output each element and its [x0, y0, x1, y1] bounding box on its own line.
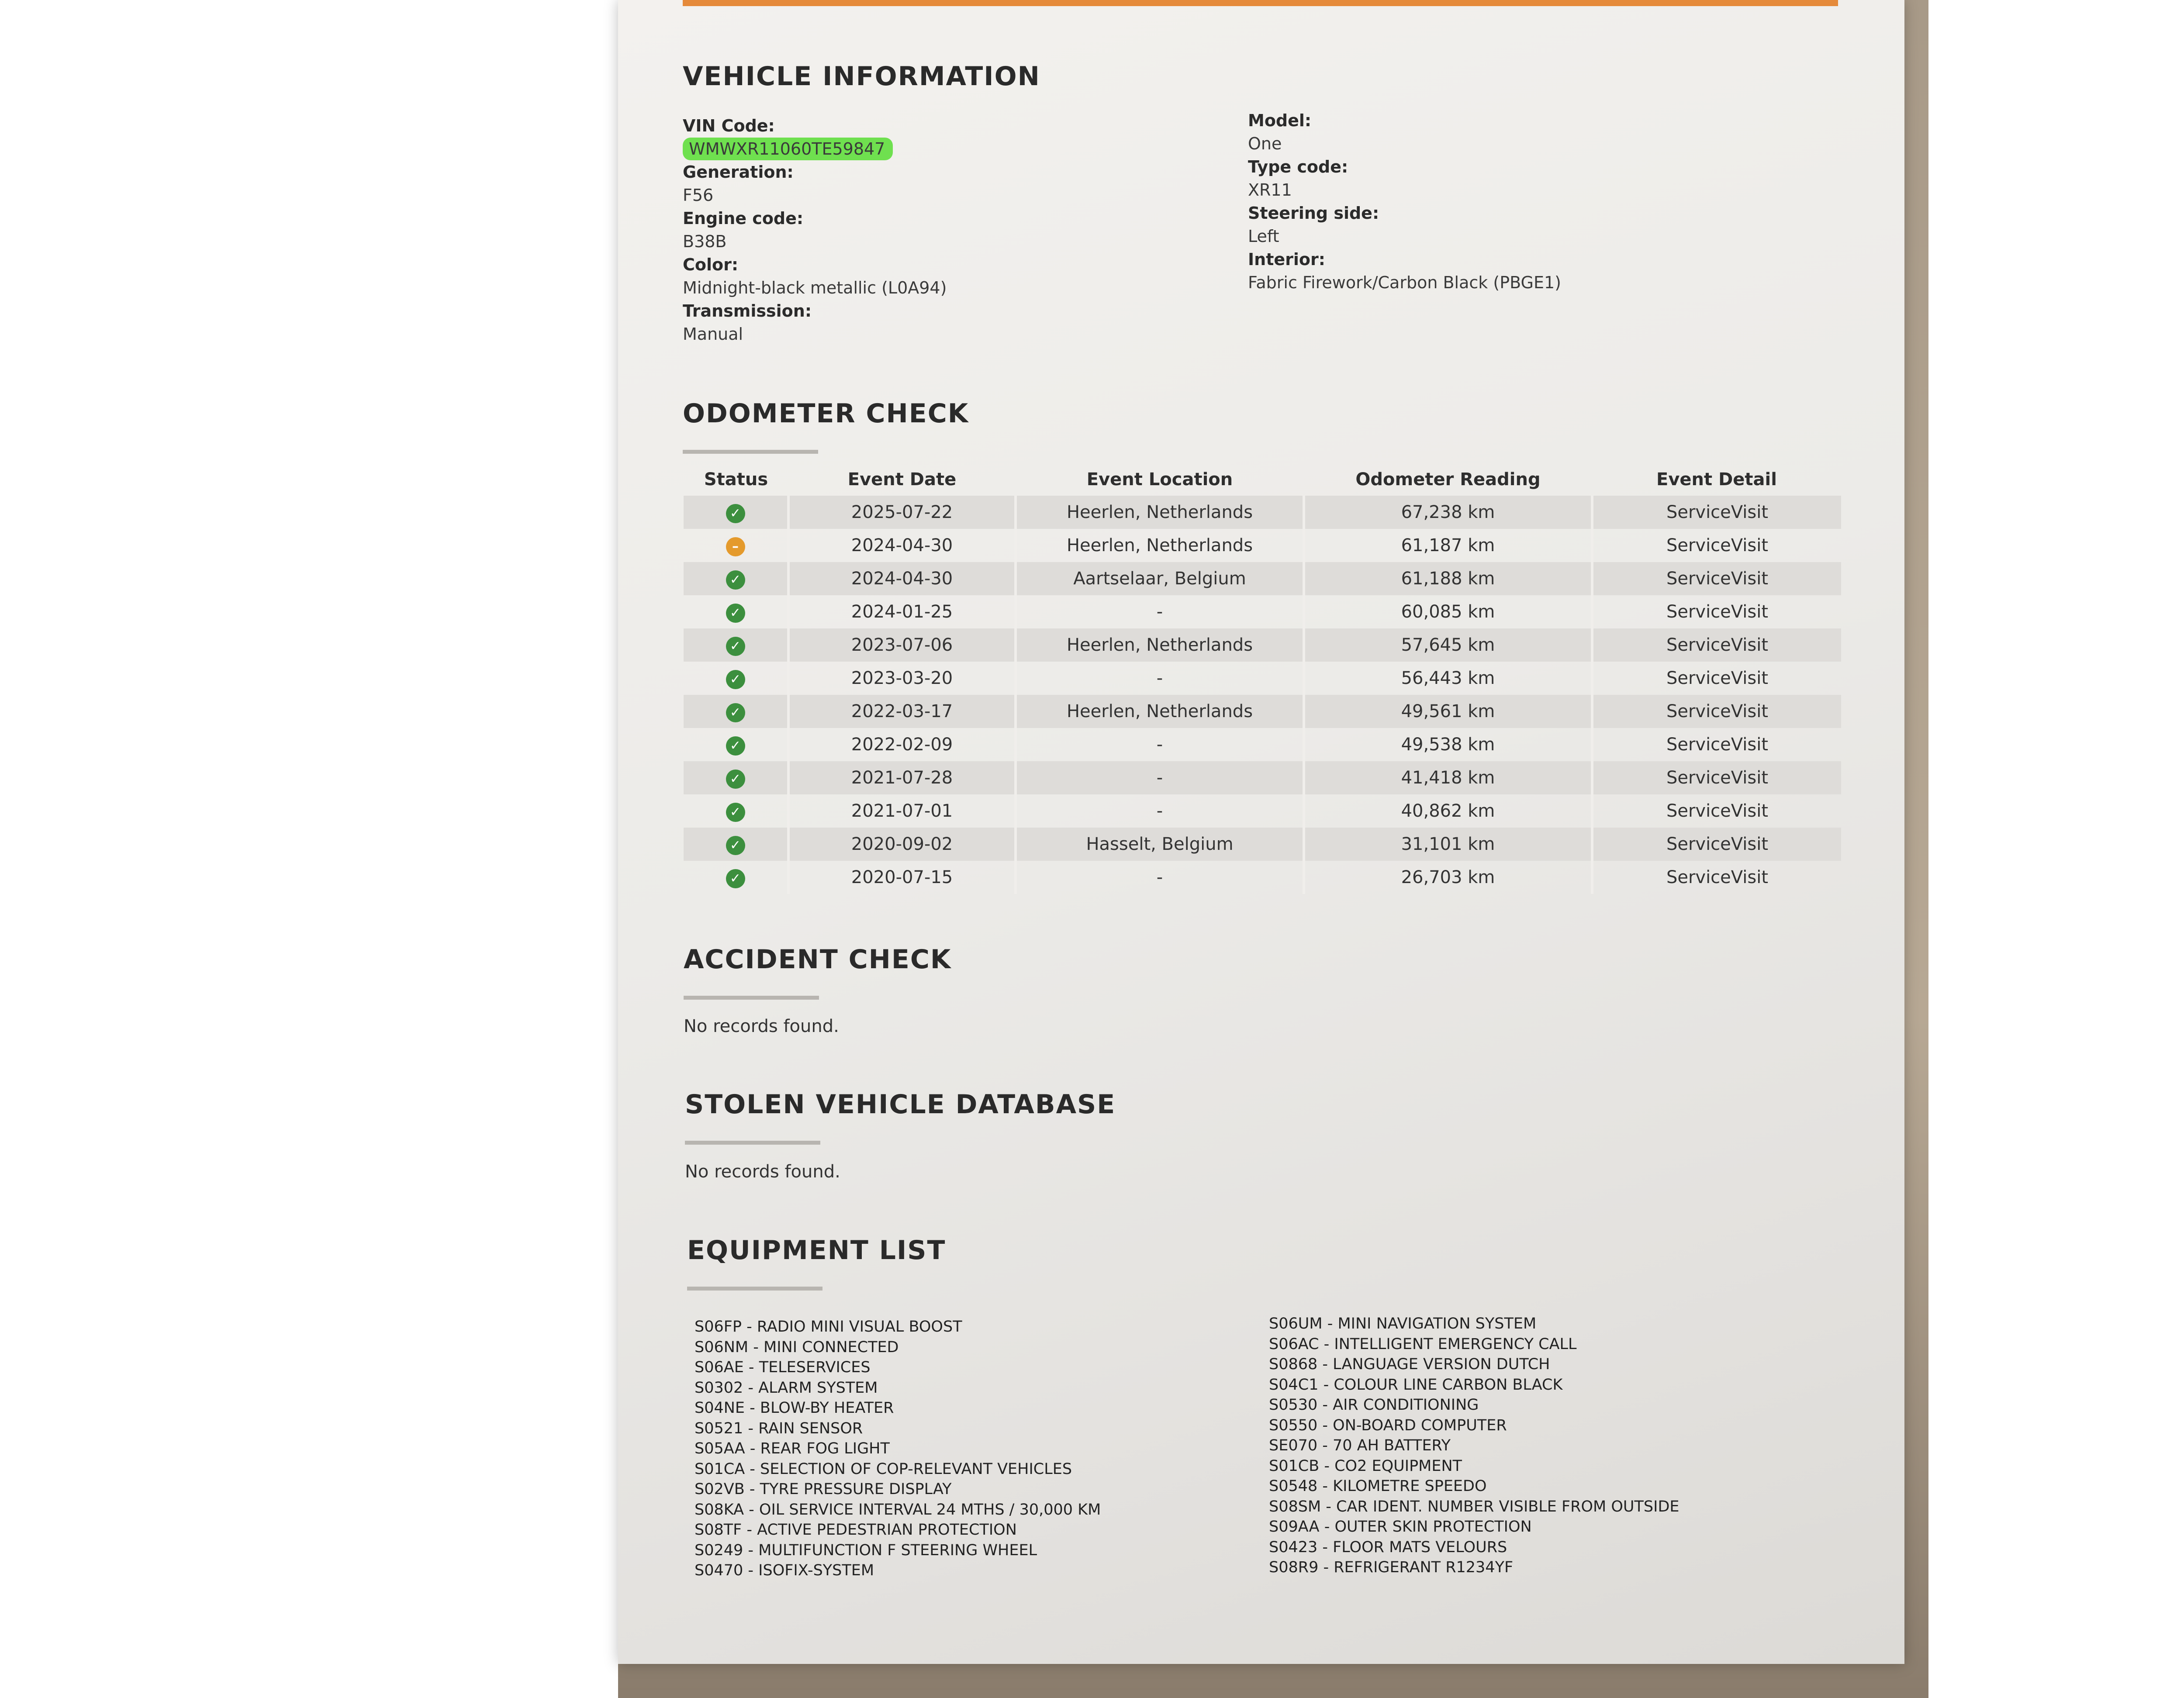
equipment-item: S0868 - LANGUAGE VERSION DUTCH — [1269, 1356, 1550, 1373]
generation-label: Generation: — [683, 162, 794, 182]
check-status-icon: ✓ — [726, 869, 745, 888]
col-status: Status — [704, 469, 768, 490]
equipment-item: S08KA - OIL SERVICE INTERVAL 24 MTHS / 30,000 KM — [695, 1501, 1101, 1519]
status-cell — [684, 562, 788, 595]
event-detail-cell: ServiceVisit — [1592, 761, 1841, 794]
status-cell — [684, 496, 788, 529]
equipment-item: S08TF - ACTIVE PEDESTRIAN PROTECTION — [695, 1521, 1017, 1539]
stolen-vehicle-text: No records found. — [685, 1162, 840, 1182]
stolen-title-underline — [685, 1141, 820, 1145]
event-location-cell: Heerlen, Netherlands — [1016, 496, 1304, 529]
equipment-item: S09AA - OUTER SKIN PROTECTION — [1269, 1518, 1532, 1536]
accident-title-underline — [684, 996, 819, 1000]
table-row — [684, 628, 1841, 662]
vehicle-info-left — [683, 114, 947, 346]
table-row — [684, 794, 1841, 828]
check-status-icon: ✓ — [726, 770, 745, 789]
event-date-cell: 2021-07-01 — [788, 794, 1016, 828]
equipment-item: S0521 - RAIN SENSOR — [695, 1419, 863, 1437]
table-row — [684, 861, 1841, 894]
event-date-cell: 2023-07-06 — [788, 628, 1016, 662]
equipment-title-underline — [687, 1287, 822, 1291]
event-date-cell: 2020-07-15 — [788, 861, 1016, 894]
equipment-item: S0423 - FLOOR MATS VELOURS — [1269, 1538, 1507, 1556]
equipment-item: S0302 - ALARM SYSTEM — [695, 1379, 878, 1397]
accident-check-title: ACCIDENT CHECK — [684, 944, 952, 975]
table-row — [684, 662, 1841, 695]
steering-side-label: Steering side: — [1248, 204, 1379, 223]
interior-label: Interior: — [1248, 250, 1325, 269]
engine-code-label: Engine code: — [683, 209, 804, 228]
check-status-icon: ✓ — [726, 604, 745, 623]
col-event-location: Event Location — [1086, 469, 1233, 490]
event-detail-cell: ServiceVisit — [1666, 867, 1769, 887]
engine-code-value: B38B — [683, 232, 727, 251]
equipment-item: S0548 - KILOMETRE SPEEDO — [1269, 1477, 1487, 1495]
status-cell — [684, 728, 788, 761]
equipment-item: S06AE - TELESERVICES — [695, 1359, 871, 1376]
accent-bar — [683, 0, 1838, 6]
model-label: Model: — [1248, 111, 1312, 130]
event-date-cell: 2022-02-09 — [788, 728, 1016, 761]
check-status-icon: ✓ — [726, 803, 745, 822]
status-cell — [684, 761, 788, 794]
event-location-cell: - — [1016, 662, 1304, 695]
odometer-reading-cell: 40,862 km — [1304, 794, 1592, 828]
equipment-item: S0249 - MULTIFUNCTION F STEERING WHEEL — [695, 1541, 1037, 1559]
odometer-reading-cell: 26,703 km — [1304, 861, 1592, 894]
col-odometer-reading: Odometer Reading — [1355, 469, 1541, 490]
status-cell — [684, 595, 788, 628]
interior-value: Fabric Firework/Carbon Black (PBGE1) — [1248, 273, 1561, 292]
status-cell — [684, 861, 788, 894]
event-date-cell: 2021-07-28 — [788, 761, 1016, 794]
event-date-cell: 2024-04-30 — [788, 529, 1016, 562]
event-detail-cell: ServiceVisit — [1666, 602, 1769, 622]
check-status-icon: ✓ — [726, 570, 745, 590]
status-cell — [684, 695, 788, 728]
odometer-reading-cell: 41,418 km — [1304, 761, 1592, 794]
vehicle-information-title: VEHICLE INFORMATION — [683, 61, 1040, 92]
col-event-detail: Event Detail — [1656, 469, 1777, 490]
equipment-list-title: EQUIPMENT LIST — [687, 1235, 946, 1266]
vin-label: VIN Code: — [683, 116, 775, 135]
event-detail-cell: ServiceVisit — [1666, 735, 1769, 755]
event-location-cell: Heerlen, Netherlands — [1016, 628, 1304, 662]
odometer-header-row — [684, 465, 1841, 496]
event-location-cell: Heerlen, Netherlands — [1016, 695, 1304, 728]
model-value: One — [1248, 134, 1282, 153]
equipment-list-right — [1269, 1314, 1679, 1578]
event-date-cell: 2024-04-30 — [788, 562, 1016, 595]
col-event-date: Event Date — [847, 469, 957, 490]
event-detail-cell: ServiceVisit — [1666, 535, 1769, 556]
stolen-vehicle-title: STOLEN VEHICLE DATABASE — [685, 1089, 1116, 1120]
event-date-cell: 2024-01-25 — [788, 595, 1016, 628]
warning-status-icon: – — [726, 537, 745, 556]
odometer-reading-cell: 67,238 km — [1304, 496, 1592, 529]
equipment-item: S0470 - ISOFIX-SYSTEM — [695, 1562, 874, 1579]
event-date-cell: 2023-03-20 — [788, 662, 1016, 695]
equipment-item: S04C1 - COLOUR LINE CARBON BLACK — [1269, 1376, 1563, 1394]
check-status-icon: ✓ — [726, 504, 745, 523]
event-location-cell: - — [1016, 861, 1304, 894]
odometer-reading-cell: 31,101 km — [1304, 828, 1592, 861]
table-row — [684, 761, 1841, 794]
event-detail-cell: ServiceVisit — [1666, 801, 1769, 821]
equipment-item: S06UM - MINI NAVIGATION SYSTEM — [1269, 1315, 1537, 1332]
event-location-cell: - — [1016, 794, 1304, 828]
event-detail-cell: ServiceVisit — [1592, 562, 1841, 595]
odometer-reading-cell: 57,645 km — [1304, 628, 1592, 662]
equipment-item: S02VB - TYRE PRESSURE DISPLAY — [695, 1481, 952, 1498]
table-row — [684, 828, 1841, 861]
equipment-item: S06NM - MINI CONNECTED — [695, 1338, 899, 1356]
status-cell — [684, 662, 788, 695]
status-cell — [684, 628, 788, 662]
odometer-table — [684, 465, 1841, 894]
odometer-reading-cell: 61,188 km — [1304, 562, 1592, 595]
table-row — [684, 695, 1841, 728]
status-cell — [684, 529, 788, 562]
equipment-item: S0530 - AIR CONDITIONING — [1269, 1396, 1479, 1414]
odometer-reading-cell: 60,085 km — [1304, 595, 1592, 628]
vehicle-info-right — [1248, 109, 1561, 294]
equipment-item: SE070 - 70 AH BATTERY — [1269, 1437, 1451, 1454]
generation-value: F56 — [683, 186, 714, 205]
equipment-item: S06FP - RADIO MINI VISUAL BOOST — [695, 1318, 962, 1336]
type-code-value: XR11 — [1248, 180, 1292, 200]
event-detail-cell: ServiceVisit — [1592, 695, 1841, 728]
event-location-cell: - — [1016, 761, 1304, 794]
event-date-cell: 2022-03-17 — [788, 695, 1016, 728]
equipment-item: S01CB - CO2 EQUIPMENT — [1269, 1457, 1462, 1475]
check-status-icon: ✓ — [726, 637, 745, 656]
event-detail-cell: ServiceVisit — [1666, 668, 1769, 688]
event-location-cell: - — [1016, 595, 1304, 628]
table-row — [684, 562, 1841, 595]
equipment-list-left — [695, 1317, 1101, 1581]
equipment-item: S06AC - INTELLIGENT EMERGENCY CALL — [1269, 1335, 1577, 1353]
equipment-item: S05AA - REAR FOG LIGHT — [695, 1440, 890, 1457]
vin-value: WMWXR11060TE59847 — [683, 138, 893, 160]
status-cell — [684, 828, 788, 861]
odometer-reading-cell: 56,443 km — [1304, 662, 1592, 695]
odometer-reading-cell: 61,187 km — [1304, 529, 1592, 562]
color-label: Color: — [683, 255, 739, 274]
event-date-cell: 2020-09-02 — [788, 828, 1016, 861]
event-detail-cell: ServiceVisit — [1592, 828, 1841, 861]
check-status-icon: ✓ — [726, 670, 745, 689]
odometer-table-body — [684, 496, 1841, 894]
color-value: Midnight-black metallic (L0A94) — [683, 278, 947, 297]
event-location-cell: Aartselaar, Belgium — [1016, 562, 1304, 595]
status-cell — [684, 794, 788, 828]
check-status-icon: ✓ — [726, 703, 745, 722]
steering-side-value: Left — [1248, 227, 1279, 246]
accident-check-text: No records found. — [684, 1016, 839, 1036]
event-detail-cell: ServiceVisit — [1592, 496, 1841, 529]
odometer-check-title: ODOMETER CHECK — [683, 398, 969, 429]
transmission-value: Manual — [683, 324, 743, 344]
table-row — [684, 496, 1841, 529]
equipment-item: S01CA - SELECTION OF COP-RELEVANT VEHICLES — [695, 1460, 1072, 1478]
check-status-icon: ✓ — [726, 836, 745, 855]
table-row — [684, 728, 1841, 761]
transmission-label: Transmission: — [683, 301, 812, 321]
check-status-icon: ✓ — [726, 736, 745, 756]
odometer-reading-cell: 49,561 km — [1304, 695, 1592, 728]
equipment-item: S08SM - CAR IDENT. NUMBER VISIBLE FROM OUTSIDE — [1269, 1498, 1679, 1515]
table-row — [684, 595, 1841, 628]
event-location-cell: - — [1016, 728, 1304, 761]
equipment-item: S08R9 - REFRIGERANT R1234YF — [1269, 1559, 1514, 1576]
equipment-item: S0550 - ON-BOARD COMPUTER — [1269, 1416, 1507, 1434]
event-location-cell: Hasselt, Belgium — [1016, 828, 1304, 861]
table-row — [684, 529, 1841, 562]
equipment-item: S04NE - BLOW-BY HEATER — [695, 1399, 894, 1417]
type-code-label: Type code: — [1248, 157, 1348, 176]
odometer-reading-cell: 49,538 km — [1304, 728, 1592, 761]
event-date-cell: 2025-07-22 — [788, 496, 1016, 529]
report-page — [618, 0, 1904, 1664]
odometer-title-underline — [683, 450, 818, 454]
event-detail-cell: ServiceVisit — [1592, 628, 1841, 662]
event-location-cell: Heerlen, Netherlands — [1016, 529, 1304, 562]
